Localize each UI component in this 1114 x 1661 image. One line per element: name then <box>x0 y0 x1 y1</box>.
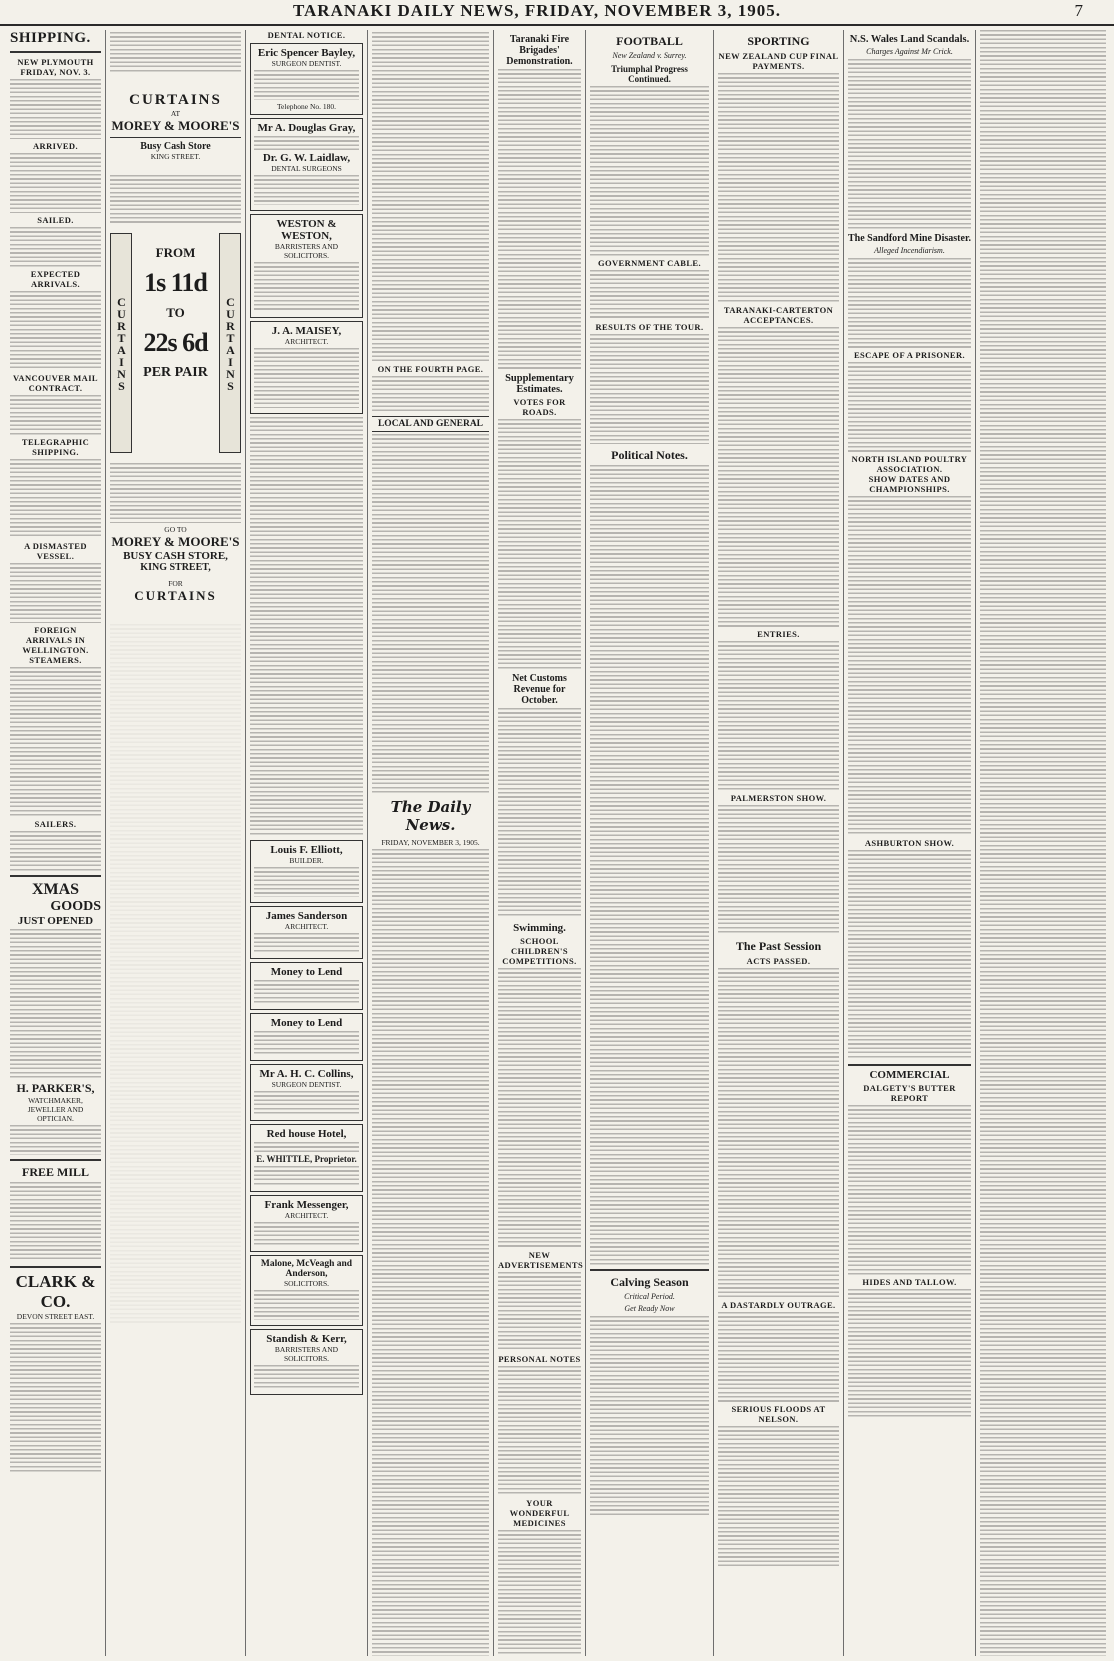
newspaper-masthead <box>0 0 1114 26</box>
ashburton-heading: ASHBURTON SHOW. <box>864 838 955 848</box>
text-block <box>718 968 839 1298</box>
morey-moore-name-2: MOREY & MOORE'S <box>111 534 240 549</box>
ad-name: Frank Messenger, <box>264 1199 349 1211</box>
text-block <box>110 32 241 72</box>
ad-bayley <box>250 43 363 115</box>
dismasted-heading: A DISMASTED VESSEL. <box>24 541 87 561</box>
text-block <box>254 1091 359 1115</box>
free-mill: FREE MILL <box>21 1165 89 1179</box>
ad-sub: ARCHITECT. <box>284 337 329 346</box>
wonderful-heading: YOUR WONDERFUL MEDICINES <box>509 1498 570 1528</box>
text-block <box>254 1166 359 1186</box>
text-block <box>590 86 709 256</box>
column-fire-brigades <box>494 30 586 1656</box>
ad-money-2 <box>250 1013 363 1061</box>
critical-sub: Critical Period. <box>624 1292 675 1301</box>
text-block <box>848 1289 971 1419</box>
ad-sub: BARRISTERS AND SOLICITORS. <box>274 242 339 260</box>
entries-heading: ENTRIES. <box>757 629 800 639</box>
crick-sub: Charges Against Mr Crick. <box>866 47 953 56</box>
acts-heading: ACTS PASSED. <box>746 956 811 966</box>
arrived-heading: ARRIVED. <box>33 141 78 151</box>
political-heading: Political Notes. <box>611 448 688 462</box>
text-block <box>498 708 581 918</box>
get-ready-sub: Get Ready Now <box>624 1304 675 1313</box>
ad-name: Malone, McVeagh and Anderson, <box>260 1259 353 1279</box>
telegraphic-heading: TELEGRAPHIC SHIPPING. <box>21 437 90 457</box>
ad-sub: BARRISTERS AND SOLICITORS. <box>274 1345 339 1363</box>
text-block <box>848 59 971 229</box>
ad-name: Louis F. Elliott, <box>270 844 343 856</box>
votes-roads-heading: VOTES FOR ROADS. <box>513 397 566 417</box>
ad-gray-laidlaw <box>250 118 363 211</box>
column-sporting <box>714 30 844 1656</box>
price-high: 22s 6d <box>143 328 208 357</box>
floods-heading: SERIOUS FLOODS AT NELSON. <box>731 1404 826 1424</box>
ad-sub: SURGEON DENTIST. <box>271 1080 342 1089</box>
ad-weston <box>250 214 363 318</box>
ad-name: Eric Spencer Bayley, <box>257 47 356 59</box>
at-word: AT <box>170 109 181 118</box>
for-word: FOR <box>168 579 183 588</box>
curtains-title-2: CURTAINS <box>134 588 217 603</box>
xmas-word: XMAS <box>31 881 80 898</box>
text-block <box>10 831 101 871</box>
ad-sub: SOLICITORS. <box>283 1279 330 1288</box>
customs-heading: Net Customs Revenue for October. <box>512 673 567 706</box>
football-heading: FOOTBALL <box>616 34 683 48</box>
clark-name: CLARK & CO. <box>15 1272 96 1311</box>
outrage-heading: A DASTARDLY OUTRAGE. <box>721 1300 836 1310</box>
vertical-text: CURTAINS <box>223 295 238 391</box>
text-block <box>718 1426 839 1566</box>
column-local-general <box>368 30 494 1656</box>
text-block <box>498 968 581 1248</box>
curtains-vertical-right <box>219 233 241 453</box>
ad-sub: SURGEON DENTIST. <box>271 59 342 68</box>
text-block <box>718 641 839 791</box>
ad-sub: DENTAL SURGEONS <box>271 164 342 173</box>
text-block <box>498 1366 581 1496</box>
column-right-edge <box>976 30 1110 1656</box>
ad-sanderson <box>250 906 363 959</box>
incendiarism-sub: Alleged Incendiarism. <box>874 246 945 255</box>
escape-heading: ESCAPE OF A PRISONER. <box>853 350 966 360</box>
show-dates-heading: SHOW DATES AND CHAMPIONSHIPS. <box>868 474 951 494</box>
text-block <box>590 1316 709 1516</box>
past-session-heading: The Past Session <box>735 939 822 953</box>
column-shipping <box>6 30 106 1656</box>
text-block <box>718 805 839 935</box>
text-block <box>110 175 241 225</box>
price-low: 1s 11d <box>144 268 207 297</box>
curtains-vertical-left <box>110 233 132 453</box>
text-block <box>254 175 359 205</box>
clark-sub: DEVON STREET EAST. <box>16 1312 95 1321</box>
text-block <box>848 258 971 348</box>
text-block <box>10 667 101 817</box>
ad-telephone: Telephone No. 180. <box>276 102 337 111</box>
text-block <box>848 496 971 836</box>
palmerston-heading: PALMERSTON SHOW. <box>730 793 827 803</box>
text-block <box>254 348 359 408</box>
text-block <box>254 867 359 897</box>
text-block <box>980 30 1106 1656</box>
ad-name: WESTON & WESTON, <box>276 218 337 242</box>
text-block <box>718 1312 839 1402</box>
column-curtains-ad <box>106 30 246 1656</box>
text-block <box>10 929 101 1079</box>
text-block <box>590 334 709 444</box>
daily-news-date: FRIDAY, NOVEMBER 3, 1905. <box>381 838 480 847</box>
expected-heading: EXPECTED ARRIVALS. <box>30 269 81 289</box>
blank-area <box>110 624 241 1324</box>
ad-name: Money to Lend <box>270 1017 343 1029</box>
text-block <box>718 327 839 627</box>
busy-cash-store-2: BUSY CASH STORE, <box>123 550 228 562</box>
column-nsw <box>844 30 976 1656</box>
steamers-heading: STEAMERS. <box>29 655 82 665</box>
ad-malone <box>250 1255 363 1326</box>
foreign-heading: FOREIGN ARRIVALS IN WELLINGTON. <box>22 625 89 655</box>
morey-moore-name: MOREY & MOORE'S <box>111 118 240 133</box>
ad-collins <box>250 1064 363 1121</box>
shipping-port: NEW PLYMOUTH <box>17 57 94 67</box>
text-block <box>498 1530 581 1656</box>
divider <box>10 1159 101 1161</box>
masthead-title: TARANAKI DAILY NEWS, FRIDAY, NOVEMBER 3, 1905. <box>292 1 782 20</box>
sailers-heading: SAILERS. <box>34 819 77 829</box>
poultry-heading: NORTH ISLAND POULTRY ASSOCIATION. <box>851 454 968 474</box>
supp-estimates-heading: Supplementary Estimates. <box>505 373 574 395</box>
text-block <box>590 465 709 1265</box>
price-block <box>132 233 219 453</box>
govt-cable-heading: GOVERNMENT CABLE. <box>598 258 701 268</box>
ad-money-1 <box>250 962 363 1010</box>
text-block <box>848 850 971 1060</box>
text-block <box>718 73 839 303</box>
text-block <box>254 1290 359 1320</box>
king-street-2: KING STREET, <box>140 562 211 573</box>
page-columns <box>6 30 1110 1656</box>
ad-maisey <box>250 321 363 414</box>
text-block <box>10 79 101 139</box>
school-heading: SCHOOL CHILDREN'S COMPETITIONS. <box>502 936 577 966</box>
nz-cup-heading: NEW ZEALAND CUP FINAL PAYMENTS. <box>718 51 839 71</box>
acceptances-heading: TARANAKI-CARTERTON ACCEPTANCES. <box>723 305 834 325</box>
text-block <box>254 262 359 312</box>
dental-notice: DENTAL NOTICE. <box>267 30 346 40</box>
text-block <box>254 136 359 150</box>
sporting-heading: SPORTING <box>747 34 810 48</box>
text-block <box>590 270 709 320</box>
tour-results-heading: RESULTS OF THE TOUR. <box>595 322 704 332</box>
divider <box>10 875 101 877</box>
per-pair: PER PAIR <box>143 365 208 380</box>
text-block <box>10 395 101 435</box>
text-block <box>10 153 101 213</box>
parker-name: H. PARKER'S, <box>16 1081 95 1095</box>
ad-name: Red house Hotel, <box>266 1128 347 1140</box>
text-block <box>848 1105 971 1275</box>
ad-standish <box>250 1329 363 1395</box>
nz-surrey-sub: New Zealand v. Surrey. <box>612 51 687 60</box>
local-general-heading: LOCAL AND GENERAL <box>372 416 489 432</box>
divider <box>10 51 101 53</box>
text-block <box>498 1272 581 1352</box>
text-block <box>254 980 359 1004</box>
hides-heading: HIDES AND TALLOW. <box>862 1277 957 1287</box>
ad-name: Money to Lend <box>270 966 343 978</box>
go-to: GO TO <box>164 525 187 534</box>
text-block <box>254 1222 359 1246</box>
ad-name: James Sanderson <box>265 910 348 922</box>
text-block <box>372 434 489 794</box>
personal-heading: PERSONAL NOTES <box>498 1354 581 1364</box>
text-block <box>254 1142 359 1152</box>
just-opened: JUST OPENED <box>17 915 94 927</box>
to-word: TO <box>166 305 185 320</box>
text-block <box>250 417 363 837</box>
page-number: 7 <box>1074 1 1084 20</box>
text-block <box>372 376 489 412</box>
new-ads-heading: NEW ADVERTISEMENTS <box>498 1250 584 1270</box>
swimming-heading: Swimming. <box>513 922 566 934</box>
ad-name: Mr A. H. C. Collins, <box>259 1068 354 1080</box>
text-block <box>10 1323 101 1473</box>
ad-elliott <box>250 840 363 903</box>
column-football <box>586 30 714 1656</box>
ad-name: Standish & Kerr, <box>266 1333 347 1345</box>
divider <box>590 1269 709 1271</box>
butter-heading: DALGETY'S BUTTER REPORT <box>863 1083 956 1103</box>
commercial-heading: COMMERCIAL <box>848 1064 971 1081</box>
goods-word: GOODS <box>50 899 101 914</box>
ad-sub: ARCHITECT. <box>284 922 329 931</box>
text-block <box>10 459 101 539</box>
text-block <box>498 69 581 369</box>
divider <box>10 1266 101 1268</box>
curtains-title: CURTAINS <box>129 92 222 108</box>
busy-cash-store: Busy Cash Store <box>140 141 211 152</box>
nsw-heading: N.S. Wales Land Scandals. <box>849 34 970 45</box>
text-block <box>372 849 489 1656</box>
parker-sub: WATCHMAKER, JEWELLER AND OPTICIAN. <box>27 1096 84 1123</box>
text-block <box>254 1031 359 1055</box>
price-panel <box>110 233 241 453</box>
ad-name: Mr A. Douglas Gray, <box>257 122 356 134</box>
ad-sub: BUILDER. <box>289 856 324 865</box>
sailed-heading: SAILED. <box>37 215 74 225</box>
ad-name: Dr. G. W. Laidlaw, <box>262 152 351 164</box>
ad-redhouse <box>250 1124 363 1192</box>
daily-news-masthead: The Daily News. <box>390 798 471 834</box>
text-block <box>10 227 101 267</box>
ad-sub: ARCHITECT. <box>284 1211 329 1220</box>
divider <box>110 137 241 138</box>
shipping-heading: SHIPPING. <box>10 30 91 46</box>
text-block <box>10 291 101 371</box>
text-block <box>110 463 241 523</box>
ad-messenger <box>250 1195 363 1252</box>
vancouver-heading: VANCOUVER MAIL CONTRACT. <box>12 373 99 393</box>
text-block <box>254 933 359 953</box>
vertical-text: CURTAINS <box>114 295 129 391</box>
text-block <box>10 1182 101 1262</box>
text-block <box>254 70 359 100</box>
text-block <box>848 362 971 452</box>
fire-brigades-heading: Taranaki Fire Brigades' Demonstration. <box>506 34 573 67</box>
king-street: KING STREET. <box>150 152 201 161</box>
column-professional-cards <box>246 30 368 1656</box>
triumphal-heading: Triumphal Progress Continued. <box>611 64 688 84</box>
text-block <box>498 419 581 669</box>
text-block <box>10 1125 101 1155</box>
ad-name: E. WHITTLE, Proprietor. <box>256 1154 357 1164</box>
fourth-page-heading: ON THE FOURTH PAGE. <box>377 364 484 374</box>
text-block <box>372 32 489 362</box>
sandford-heading: The Sandford Mine Disaster. <box>848 233 971 244</box>
text-block <box>254 1365 359 1389</box>
ad-name: J. A. MAISEY, <box>271 325 342 337</box>
calving-heading: Calving Season <box>610 1275 689 1289</box>
shipping-day: FRIDAY, NOV. 3. <box>20 67 91 77</box>
from-word: FROM <box>155 245 196 260</box>
text-block <box>10 563 101 623</box>
